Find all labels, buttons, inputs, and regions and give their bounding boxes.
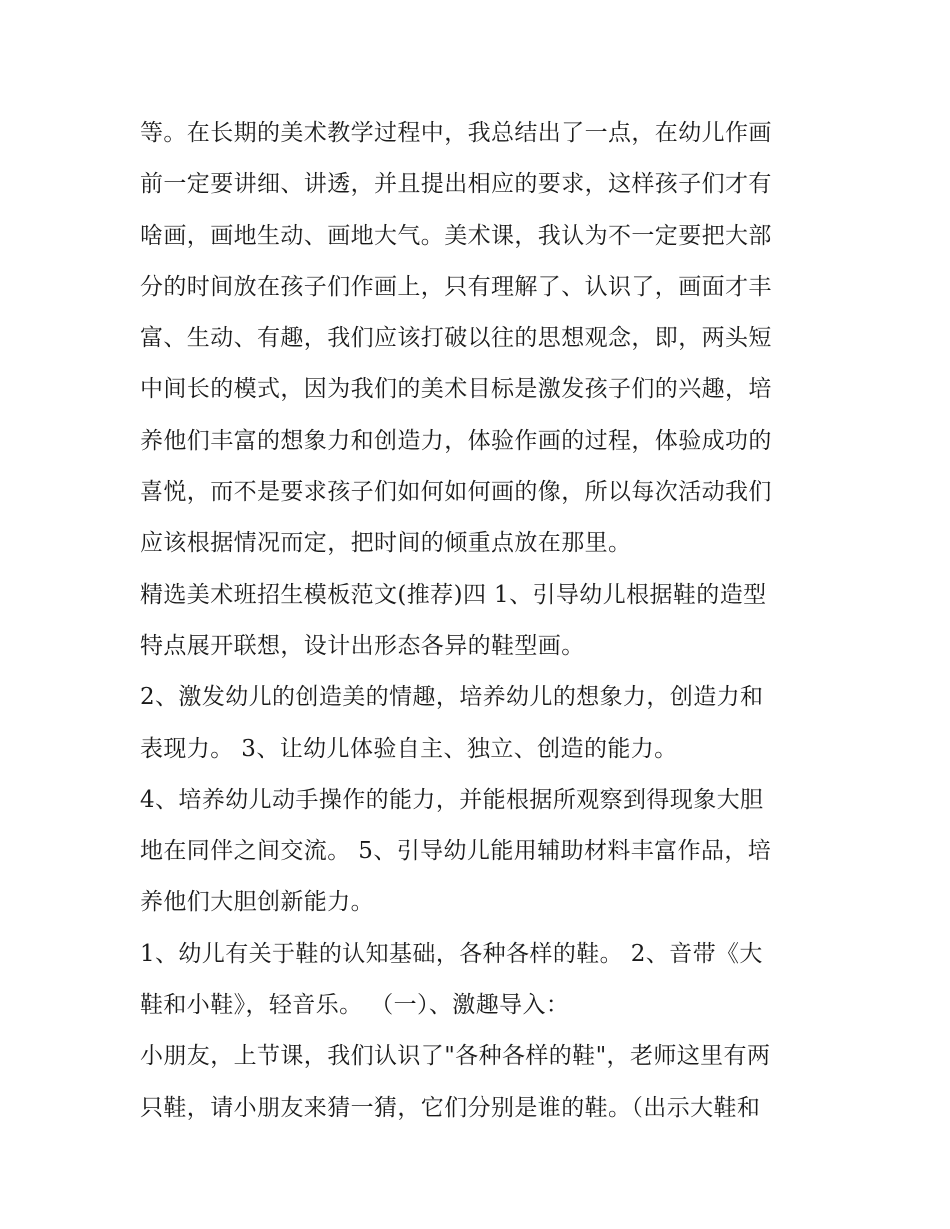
text-line: 等。在长期的美术教学过程中，我总结出了一点，在幼儿作画	[140, 120, 772, 146]
list-item: 4、培养幼儿动手操作的能力，并能根据所观察到得现象大胆	[140, 786, 764, 813]
text-line: 养他们大胆创新能力。	[140, 889, 374, 916]
text-line: 喜悦，而不是要求孩子们如何如何画的像，所以每次活动我们	[140, 479, 772, 506]
list-item: 1、幼儿有关于鞋的认知基础，各种各样的鞋。 2、音带《大	[140, 940, 763, 967]
text-line: 中间长的模式，因为我们的美术目标是激发孩子们的兴趣，培	[140, 376, 772, 403]
text-line: 应该根据情况而定，把时间的倾重点放在那里。	[140, 530, 632, 557]
text-line: 特点展开联想，设计出形态各异的鞋型画。	[140, 632, 585, 659]
text-line: 表现力。 3、让幼儿体验自主、独立、创造的能力。	[140, 735, 678, 762]
text-line: 前一定要讲细、讲透，并且提出相应的要求，这样孩子们才有	[140, 171, 772, 198]
text-line: 分的时间放在孩子们作画上，只有理解了、认识了，画面才丰	[140, 273, 772, 300]
text-line: 富、生动、有趣，我们应该打破以往的思想观念，即，两头短	[140, 325, 772, 352]
text-line: 小朋友，上节课，我们认识了"各种各样的鞋"，老师这里有两	[140, 1043, 771, 1070]
text-line: 啥画，画地生动、画地大气。美术课，我认为不一定要把大部	[140, 222, 772, 249]
text-line: 鞋和小鞋》，轻音乐。 （一）、激趣导入：	[140, 992, 570, 1019]
text-line: 地在同伴之间交流。 5、引导幼儿能用辅助材料丰富作品，培	[140, 838, 772, 865]
list-item: 2、激发幼儿的创造美的情趣，培养幼儿的想象力，创造力和	[140, 684, 764, 711]
text-line: 只鞋，请小朋友来猜一猜，它们分别是谁的鞋。（出示大鞋和	[140, 1094, 761, 1121]
body-text	[140, 108, 820, 1134]
text-line: 养他们丰富的想象力和创造力，体验作画的过程，体验成功的	[140, 427, 772, 454]
section-heading-line: 精选美术班招生模板范文(推荐)四 1、引导幼儿根据鞋的造型	[140, 581, 767, 608]
